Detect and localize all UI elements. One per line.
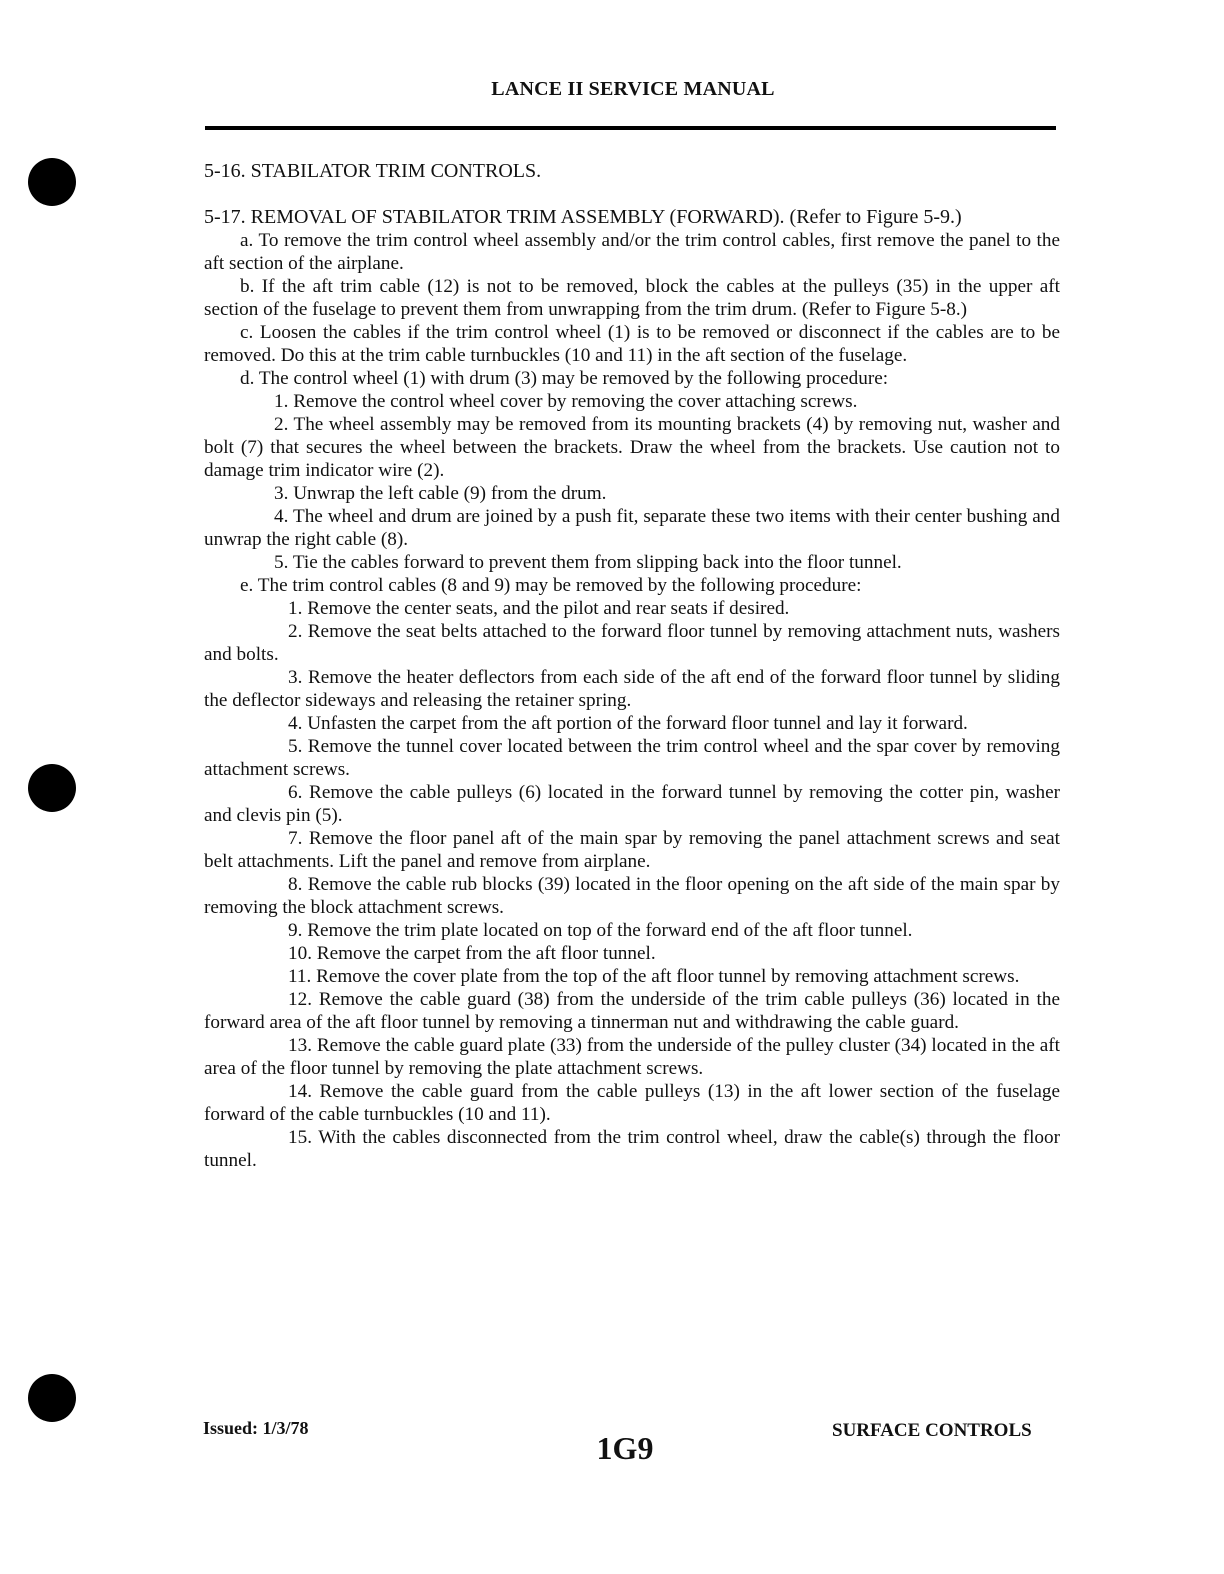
step-e-1: 1. Remove the center seats, and the pilot and rear seats if desired. (288, 598, 790, 619)
step-d: d. The control wheel (1) with drum (3) may be removed by the following procedure: (240, 368, 889, 389)
step-d-4: 4. The wheel and drum are joined by a push fit, separate these two items with their center bushing and unwrap the right cable (8). (204, 506, 1060, 550)
step-d-1: 1. Remove the control wheel cover by removing the cover attaching screws. (274, 391, 858, 412)
step-e-3: 3. Remove the heater deflectors from each side of the aft end of the forward floor tunnel by sliding the deflector sideways and releasing the retainer spring. (204, 667, 1060, 711)
step-e-13: 13. Remove the cable guard plate (33) from the underside of the pulley cluster (34) located in the aft area of the floor tunnel by removing the plate attachment screws. (204, 1035, 1060, 1079)
step-e-5: 5. Remove the tunnel cover located between the trim control wheel and the spar cover by removing attachment screws. (204, 736, 1060, 780)
step-e-9: 9. Remove the trim plate located on top of the forward end of the aft floor tunnel. (288, 920, 913, 941)
section-footer: SURFACE CONTROLS (832, 1420, 1032, 1441)
section-heading: 5-16. STABILATOR TRIM CONTROLS. (204, 160, 542, 182)
step-e-2: 2. Remove the seat belts attached to the forward floor tunnel by removing attachment nuts, washers and bolts. (204, 621, 1060, 665)
step-e-8: 8. Remove the cable rub blocks (39) located in the floor opening on the aft side of the main spar by removing the block attachment screws. (204, 874, 1060, 918)
step-e-11: 11. Remove the cover plate from the top of the aft floor tunnel by removing attachment screws. (288, 966, 1020, 987)
binder-hole-bottom (28, 1374, 76, 1422)
subsection-heading: 5-17. REMOVAL OF STABILATOR TRIM ASSEMBLY (FORWARD). (Refer to Figure 5-9.) (204, 206, 962, 228)
binder-hole-top (28, 158, 76, 206)
step-e-6: 6. Remove the cable pulleys (6) located in the forward tunnel by removing the cotter pin, washer and clevis pin (5). (204, 782, 1060, 826)
step-e-7: 7. Remove the floor panel aft of the main spar by removing the panel attachment screws and seat belt attachments. Lift the panel and remove from airplane. (204, 828, 1060, 872)
step-d-2: 2. The wheel assembly may be removed from its mounting brackets (4) by removing nut, washer and bolt (7) that secures the wheel between the brackets. Draw the wheel from the brackets. Use caution not to damage trim indicator wire (2). (204, 414, 1060, 481)
step-e-14: 14. Remove the cable guard from the cable pulleys (13) in the aft lower section of the fuselage forward of the cable turnbuckles (10 and 11). (204, 1081, 1060, 1125)
page-body (204, 160, 1060, 1172)
step-b: b. If the aft trim cable (12) is not to be removed, block the cables at the pulleys (35) in the upper aft section of the fuselage to prevent them from unwrapping from the trim drum. (Refer to Figure 5-8.) (204, 276, 1060, 320)
step-d-5: 5. Tie the cables forward to prevent them from slipping back into the floor tunnel. (274, 552, 902, 573)
step-c: c. Loosen the cables if the trim control wheel (1) is to be removed or disconnect if the cables are to be removed. Do this at the trim cable turnbuckles (10 and 11) in the aft section of the fuselage. (204, 322, 1060, 366)
page-header: LANCE II SERVICE MANUAL (491, 78, 775, 100)
issued-date: Issued: 1/3/78 (203, 1418, 309, 1438)
step-e-15: 15. With the cables disconnected from the trim control wheel, draw the cable(s) through the floor tunnel. (204, 1127, 1060, 1171)
step-e-10: 10. Remove the carpet from the aft floor tunnel. (288, 943, 656, 964)
header-rule (205, 126, 1056, 130)
step-a: a. To remove the trim control wheel assembly and/or the trim control cables, first remove the panel to the aft section of the airplane. (204, 230, 1060, 274)
step-e-12: 12. Remove the cable guard (38) from the underside of the trim cable pulleys (36) located in the forward area of the aft floor tunnel by removing a tinnerman nut and withdrawing the cable guard. (204, 989, 1060, 1033)
binder-hole-middle (28, 764, 76, 812)
step-d-3: 3. Unwrap the left cable (9) from the drum. (274, 483, 607, 504)
page-number: 1G9 (596, 1430, 654, 1466)
step-e: e. The trim control cables (8 and 9) may be removed by the following procedure: (240, 575, 862, 596)
step-e-4: 4. Unfasten the carpet from the aft portion of the forward floor tunnel and lay it forward. (288, 713, 968, 734)
